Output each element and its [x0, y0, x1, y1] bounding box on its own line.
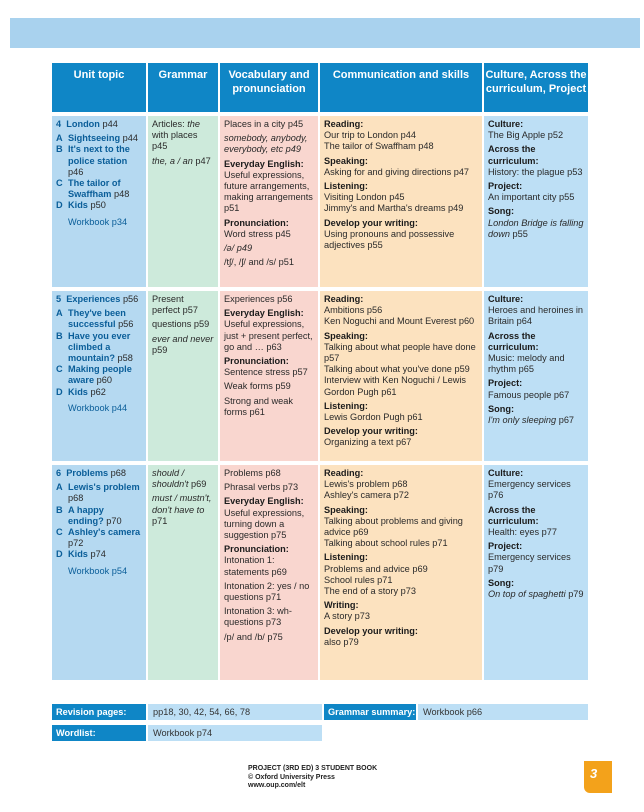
- vocabulary-entry: [224, 544, 314, 578]
- communication-cell: [318, 116, 482, 287]
- culture-heading: Project:: [488, 541, 523, 552]
- lesson-letter: D: [56, 200, 63, 211]
- culture-line: [488, 415, 584, 426]
- lesson-title: Kids: [68, 549, 88, 560]
- skill-block: [324, 119, 478, 153]
- vocabulary-text: Places in a city p45: [224, 119, 304, 129]
- culture-heading: Culture:: [488, 119, 524, 129]
- vocabulary-text: Useful expressions, future arrangements, making arrangements p51: [224, 169, 313, 214]
- skill-line: Talking about school rules p71: [324, 538, 448, 549]
- lesson-page: p50: [90, 200, 106, 211]
- footer-line: www.oup.com/elt: [248, 782, 306, 789]
- lesson-text: [68, 364, 142, 386]
- skill-block: [324, 505, 478, 550]
- culture-block: [488, 206, 584, 240]
- skill-line: The tailor of Swaffham p48: [324, 141, 434, 152]
- lesson-item: [56, 549, 142, 560]
- lesson-item: [56, 505, 142, 527]
- vocabulary-text: Useful expressions, turning down a suggestion p75: [224, 507, 305, 541]
- grammar-entry: [152, 493, 214, 527]
- unit-number: 5: [56, 294, 62, 304]
- header-row: [52, 63, 588, 112]
- culture-text: The Big Apple p52: [488, 130, 564, 141]
- lesson-title: Lewis's problem: [68, 482, 140, 493]
- vocabulary-entry: [224, 308, 314, 353]
- skill-line: A story p73: [324, 611, 370, 622]
- communication-cell: [318, 291, 482, 461]
- header-culture: Culture, Across the curriculum, Project: [482, 63, 588, 112]
- vocabulary-text: Useful expressions, just + present perfect, go and … p63: [224, 319, 313, 352]
- skill-heading: Writing:: [324, 600, 359, 611]
- lesson-text: [68, 331, 142, 365]
- unit-topic-cell: [52, 116, 146, 287]
- page-number: 3: [590, 766, 598, 781]
- unit-heading: [56, 468, 142, 479]
- vocabulary-heading: Pronunciation:: [224, 544, 289, 555]
- lesson-page: p58: [117, 353, 133, 364]
- culture-cell: [482, 291, 588, 461]
- culture-cell: [482, 116, 588, 287]
- vocabulary-text: Experiences p56: [224, 294, 293, 304]
- lesson-page: p44: [122, 133, 138, 144]
- vocabulary-entry: [224, 133, 314, 155]
- skill-block: [324, 552, 478, 597]
- lesson-item: [56, 133, 142, 144]
- wordlist-label: Wordlist:: [52, 725, 146, 741]
- vocabulary-entry: [224, 356, 314, 378]
- header-communication: Communication and skills: [318, 63, 482, 112]
- skill-block: [324, 401, 478, 423]
- vocabulary-heading: Everyday English:: [224, 496, 304, 507]
- culture-line: [488, 552, 584, 574]
- vocabulary-text: Sentence stress p57: [224, 367, 308, 378]
- header-grammar: Grammar: [146, 63, 218, 112]
- wordlist-value: Workbook p74: [148, 725, 322, 741]
- vocabulary-text: Intonation 2: yes / no questions p71: [224, 580, 310, 603]
- skill-heading: Speaking:: [324, 330, 368, 341]
- lesson-title: Kids: [68, 200, 88, 211]
- unit-row: [52, 291, 588, 461]
- lesson-text: [68, 133, 142, 144]
- skill-block: [324, 181, 478, 215]
- culture-line: [488, 218, 584, 240]
- lesson-page: p68: [68, 493, 84, 504]
- skill-line: Ashley's camera p72: [324, 490, 409, 501]
- vocabulary-text: Intonation 1: statements p69: [224, 555, 287, 577]
- footer-line: © Oxford University Press: [248, 773, 335, 781]
- lesson-page: p46: [68, 166, 84, 177]
- culture-text: Health: eyes p77: [488, 527, 557, 538]
- vocabulary-cell: [218, 291, 318, 461]
- grammar-page: with places p45: [152, 130, 198, 152]
- grammar-emphasis: must / mustn't, don't have to: [152, 493, 212, 515]
- revision-label: Revision pages:: [52, 704, 146, 720]
- culture-text: I'm only sleeping: [488, 415, 557, 426]
- culture-block: [488, 578, 584, 600]
- unit-page: p68: [110, 468, 127, 478]
- vocabulary-text: Phrasal verbs p73: [224, 482, 299, 493]
- grammar-entry: [152, 156, 214, 167]
- lesson-letter: A: [56, 133, 63, 144]
- culture-page: p79: [565, 589, 584, 600]
- lesson-item: [56, 482, 142, 504]
- lesson-letter: C: [56, 527, 63, 538]
- culture-heading: Song:: [488, 206, 515, 217]
- vocabulary-entry: [224, 632, 314, 643]
- lesson-item: [56, 387, 142, 398]
- grammar-page: p47: [192, 155, 211, 166]
- lesson-letter: A: [56, 482, 63, 493]
- lesson-page: p62: [90, 386, 106, 397]
- lesson-text: [68, 144, 142, 178]
- skill-heading: Listening:: [324, 400, 368, 411]
- skill-heading: Develop your writing:: [324, 217, 418, 228]
- unit-page: p44: [102, 119, 118, 129]
- culture-block: [488, 541, 584, 575]
- lesson-item: [56, 527, 142, 549]
- skill-line: Our trip to London p44: [324, 130, 416, 141]
- vocabulary-entry: [224, 396, 314, 418]
- grammar-entry: [152, 334, 214, 356]
- skill-heading: Develop your writing:: [324, 426, 418, 437]
- skill-line: Lewis Gordon Pugh p61: [324, 412, 423, 423]
- culture-heading: Project:: [488, 378, 523, 389]
- skill-block: [324, 626, 478, 648]
- vocabulary-text: /ə/ p49: [224, 243, 253, 254]
- unit-heading: [56, 294, 142, 305]
- skill-heading: Listening:: [324, 552, 368, 563]
- skill-heading: Develop your writing:: [324, 625, 418, 636]
- lesson-text: [68, 178, 142, 200]
- skill-block: [324, 156, 478, 178]
- lesson-title: It's next to the police station: [68, 144, 130, 166]
- lesson-page: p60: [96, 375, 112, 386]
- skill-line: Asking for and giving directions p47: [324, 166, 470, 177]
- culture-text: On top of spaghetti: [488, 589, 566, 600]
- culture-line: [488, 353, 584, 375]
- culture-block: [488, 181, 584, 203]
- lesson-page: p70: [106, 515, 122, 526]
- vocabulary-entry: [224, 218, 314, 240]
- grammar-entry: [152, 468, 214, 490]
- culture-line: [488, 167, 584, 178]
- lesson-page: p72: [68, 538, 84, 549]
- culture-heading: Song:: [488, 577, 515, 588]
- culture-line: [488, 527, 584, 538]
- culture-block: [488, 294, 584, 328]
- skill-line: Lewis's problem p68: [324, 479, 408, 490]
- lesson-text: [68, 549, 142, 560]
- vocabulary-text: Intonation 3: wh- questions p73: [224, 606, 292, 628]
- communication-cell: [318, 465, 482, 680]
- unit-title: Problems: [66, 468, 109, 478]
- culture-heading: Culture:: [488, 294, 524, 304]
- lesson-text: [68, 482, 142, 504]
- grammar-entry: [152, 119, 214, 153]
- vocabulary-text: Problems p68: [224, 468, 281, 478]
- unit-title: Experiences: [66, 294, 121, 304]
- culture-heading: Song:: [488, 403, 515, 414]
- grammar-text: Present perfect p57: [152, 294, 198, 316]
- vocabulary-text: /p/ and /b/ p75: [224, 631, 283, 642]
- vocabulary-entry: [224, 581, 314, 603]
- skill-block: [324, 218, 478, 252]
- skill-line: Interview with Ken Noguchi / Lewis Gordon Pugh p61: [324, 375, 466, 397]
- vocabulary-cell: [218, 116, 318, 287]
- lesson-title: The tailor of Swaffham: [68, 178, 121, 200]
- workbook-ref: Workbook p34: [68, 216, 128, 227]
- lesson-title: Making people aware: [68, 364, 132, 386]
- culture-line: [488, 589, 584, 600]
- unit-number: 4: [56, 119, 62, 129]
- culture-heading: Project:: [488, 181, 523, 192]
- lesson-list: [56, 133, 142, 211]
- skill-line: Ken Noguchi and Mount Everest p60: [324, 316, 475, 327]
- lesson-letter: D: [56, 386, 63, 397]
- skill-heading: Speaking:: [324, 504, 368, 515]
- skill-line: Using pronouns and possessive adjectives p55: [324, 228, 455, 251]
- grammar-emphasis: the, a / an: [152, 155, 193, 166]
- culture-heading: Across the curriculum:: [488, 144, 539, 166]
- top-banner: [10, 18, 640, 48]
- header-unit-topic: Unit topic: [52, 63, 146, 112]
- culture-text: Music: melody and rhythm p65: [488, 353, 565, 375]
- revision-value: pp18, 30, 42, 54, 66, 78: [148, 704, 322, 720]
- culture-heading: Across the curriculum:: [488, 330, 539, 352]
- skill-line: Jimmy's and Martha's dreams p49: [324, 203, 464, 214]
- vocabulary-heading: Everyday English:: [224, 158, 304, 169]
- culture-text: Heroes and heroines in Britain p64: [488, 305, 583, 327]
- lesson-letter: B: [56, 144, 63, 155]
- page-tab-shape: [584, 761, 612, 793]
- unit-number: 6: [56, 468, 62, 478]
- lesson-page: p56: [118, 319, 134, 330]
- vocabulary-entry: [224, 606, 314, 628]
- culture-block: [488, 144, 584, 178]
- grammar-emphasis: the: [187, 119, 201, 129]
- culture-text: Emergency services p79: [488, 552, 571, 574]
- grammar-summary-value: Workbook p66: [418, 704, 588, 720]
- lesson-item: [56, 178, 142, 200]
- culture-block: [488, 468, 584, 502]
- grammar-page: p69: [188, 479, 207, 490]
- wordlist-bar: [52, 725, 588, 741]
- skill-line: Ambitions p56: [324, 305, 383, 316]
- grammar-page: p71: [152, 515, 168, 526]
- lesson-text: [68, 200, 142, 211]
- culture-cell: [482, 465, 588, 680]
- lesson-letter: C: [56, 364, 63, 375]
- revision-bar: [52, 704, 588, 720]
- skill-block: [324, 294, 478, 328]
- culture-block: [488, 331, 584, 376]
- culture-page: p67: [556, 415, 575, 426]
- grammar-page: p59: [152, 344, 168, 355]
- vocabulary-text: Word stress p45: [224, 228, 291, 239]
- unit-heading: [56, 119, 142, 130]
- lesson-item: [56, 144, 142, 178]
- header-vocabulary: Vocabulary and pronunciation: [218, 63, 318, 112]
- lesson-title: Kids: [68, 386, 88, 397]
- vocabulary-entry: [224, 468, 314, 479]
- skill-line: Visiting London p45: [324, 192, 405, 203]
- skill-heading: Listening:: [324, 181, 368, 192]
- skill-heading: Reading:: [324, 294, 364, 304]
- unit-topic-cell: [52, 465, 146, 680]
- lesson-item: [56, 200, 142, 211]
- skill-line: Talking about what people have done p57: [324, 341, 476, 364]
- culture-text: An important city p55: [488, 192, 575, 203]
- skill-block: [324, 331, 478, 398]
- lesson-title: Sightseeing: [68, 133, 121, 144]
- vocabulary-entry: [224, 482, 314, 493]
- lesson-title: Ashley's camera: [68, 527, 141, 538]
- lesson-title: Have you ever climbed a mountain?: [68, 330, 131, 364]
- vocabulary-text: Strong and weak forms p61: [224, 395, 293, 417]
- lesson-letter: A: [56, 308, 63, 319]
- unit-title: London: [66, 119, 100, 129]
- skill-heading: Reading:: [324, 468, 364, 478]
- lesson-item: [56, 331, 142, 365]
- lesson-text: [68, 527, 142, 549]
- vocabulary-heading: Pronunciation:: [224, 217, 289, 228]
- culture-block: [488, 404, 584, 426]
- lesson-title: A happy ending?: [68, 504, 104, 526]
- vocabulary-entry: [224, 257, 314, 268]
- vocabulary-text: somebody, anybody, everybody, etc p49: [224, 133, 308, 155]
- workbook-ref: Workbook p54: [68, 565, 128, 576]
- culture-block: [488, 505, 584, 539]
- unit-row: [52, 116, 588, 287]
- grammar-cell: [146, 465, 218, 680]
- workbook-ref: Workbook p44: [68, 402, 128, 413]
- lesson-title: They've been successful: [68, 308, 126, 330]
- grammar-entry: [152, 319, 214, 330]
- unit-row: [52, 465, 588, 680]
- culture-block: [488, 119, 584, 141]
- skill-block: [324, 600, 478, 622]
- vocabulary-entry: [224, 243, 314, 254]
- lesson-list: [56, 482, 142, 560]
- lesson-page: p48: [113, 189, 130, 200]
- lesson-page: p74: [90, 549, 106, 560]
- vocabulary-heading: Everyday English:: [224, 308, 304, 319]
- lesson-list: [56, 308, 142, 398]
- grammar-cell: [146, 291, 218, 461]
- vocabulary-heading: Pronunciation:: [224, 356, 289, 367]
- grammar-emphasis: ever and never: [152, 333, 214, 344]
- skill-line: School rules p71: [324, 574, 393, 585]
- culture-line: [488, 479, 584, 501]
- lesson-letter: C: [56, 178, 63, 189]
- grammar-text: questions p59: [152, 319, 210, 330]
- copyright-footer: [248, 765, 377, 791]
- culture-line: [488, 192, 584, 203]
- skill-heading: Speaking:: [324, 155, 368, 166]
- vocabulary-entry: [224, 381, 314, 392]
- grammar-text: Articles:: [152, 119, 188, 129]
- grammar-entry: [152, 294, 214, 316]
- lesson-item: [56, 308, 142, 330]
- vocabulary-text: /tʃ/, /ʃ/ and /s/ p51: [224, 257, 294, 268]
- unit-topic-cell: [52, 291, 146, 461]
- lesson-text: [68, 505, 142, 527]
- vocabulary-entry: [224, 496, 314, 541]
- culture-line: [488, 305, 584, 327]
- skill-line: Problems and advice p69: [324, 563, 428, 574]
- lesson-letter: B: [56, 504, 63, 515]
- culture-page: p55: [509, 228, 528, 239]
- lesson-letter: B: [56, 330, 63, 341]
- skill-block: [324, 468, 478, 502]
- skill-line: Organizing a text p67: [324, 437, 412, 448]
- vocabulary-entry: [224, 159, 314, 215]
- culture-line: [488, 390, 584, 401]
- skill-line: Talking about problems and giving advice p69: [324, 515, 463, 538]
- skill-block: [324, 426, 478, 448]
- skill-line: Talking about what you've done p59: [324, 364, 470, 375]
- skill-heading: Reading:: [324, 119, 364, 129]
- grammar-cell: [146, 116, 218, 287]
- culture-block: [488, 378, 584, 400]
- lesson-letter: D: [56, 549, 63, 560]
- culture-text: Emergency services p76: [488, 479, 571, 501]
- page-number-tab: [584, 761, 614, 795]
- culture-text: History: the plague p53: [488, 166, 583, 177]
- vocabulary-entry: [224, 294, 314, 305]
- skill-line: also p79: [324, 636, 359, 647]
- lesson-text: [68, 387, 142, 398]
- grammar-summary-label: Grammar summary:: [324, 704, 416, 720]
- culture-heading: Culture:: [488, 468, 524, 478]
- culture-line: [488, 130, 584, 141]
- culture-text: Famous people p67: [488, 389, 570, 400]
- footer-line: PROJECT (3RD ED) 3 STUDENT BOOK: [248, 765, 378, 772]
- vocabulary-cell: [218, 465, 318, 680]
- grammar-emphasis: should / shouldn't: [152, 468, 189, 490]
- contents-table: [52, 63, 588, 684]
- culture-heading: Across the curriculum:: [488, 504, 539, 526]
- vocabulary-text: Weak forms p59: [224, 381, 291, 392]
- vocabulary-entry: [224, 119, 314, 130]
- unit-page: p56: [122, 294, 139, 304]
- culture-text: London Bridge is falling down: [488, 217, 584, 239]
- skill-line: The end of a story p73: [324, 586, 416, 597]
- lesson-text: [68, 308, 142, 330]
- lesson-item: [56, 364, 142, 386]
- unit-rows: [52, 116, 588, 680]
